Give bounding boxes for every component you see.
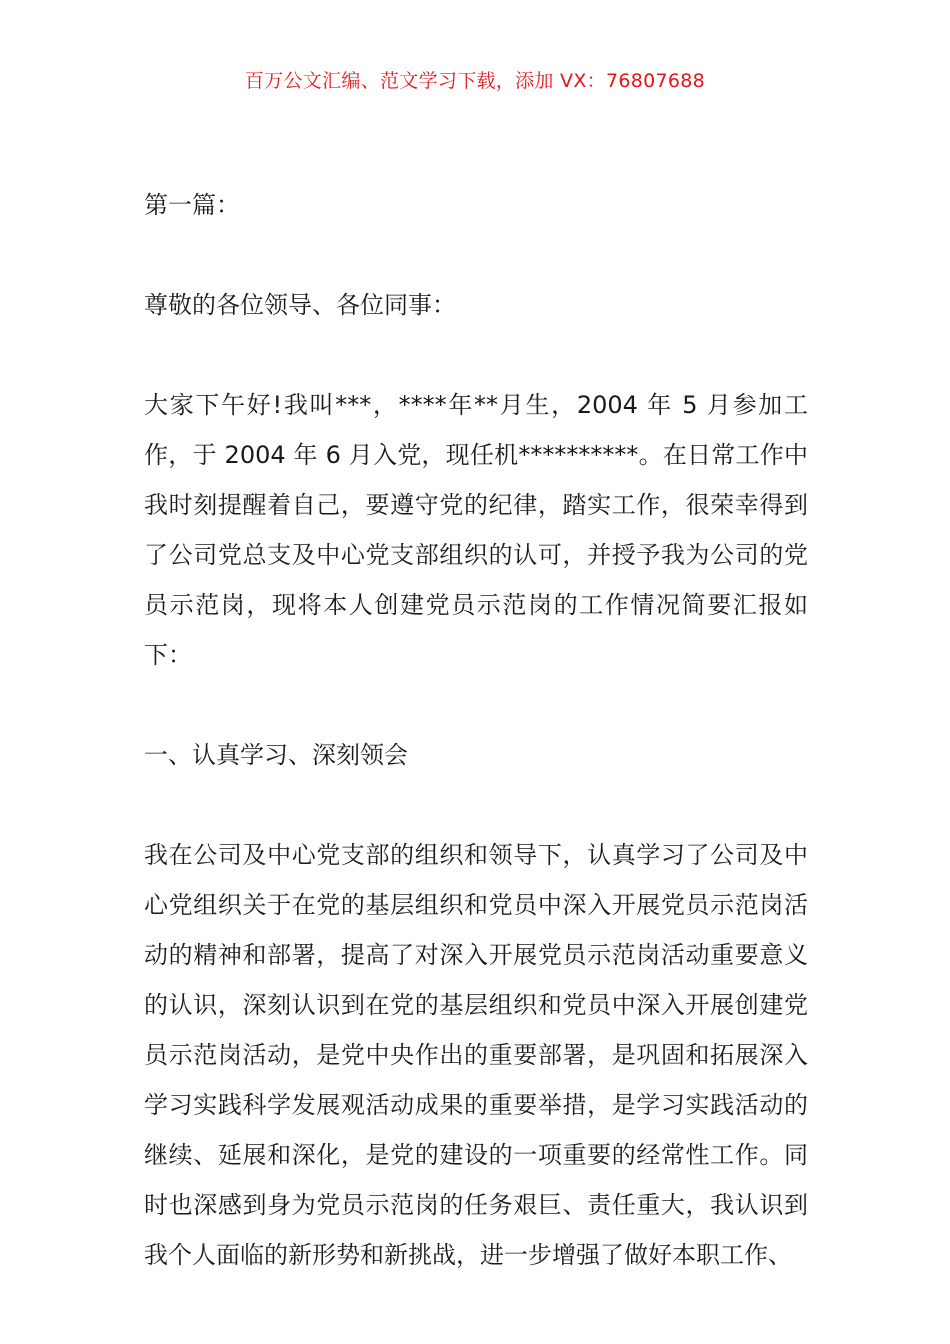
watermark-header: 百万公文汇编、范文学习下载，添加 VX：76807688 bbox=[244, 70, 706, 92]
document-body bbox=[144, 180, 808, 1280]
section-heading: 第一篇： bbox=[144, 191, 240, 219]
salutation: 尊敬的各位领导、各位同事： bbox=[144, 291, 456, 319]
body-paragraph: 我在公司及中心党支部的组织和领导下，认真学习了公司及中心党组织关于在党的基层组织和党员中深入开展党员示范岗活动的精神和部署，提高了对深入开展党员示范岗活动重要意义的认识，深刻认识到在党的基层组织和党员中深入开展创建党员示范岗活动，是党中央作出的重要部署，是巩固和拓展深入学习实践科学发展观活动成果的重要举措，是学习实践活动的继续、延展和深化，是党的建设的一项重要的经常性工作。同时也深感到身为党员示范岗的任务艰巨、责任重大，我认识到我个人面临的新形势和新挑战，进一步增强了做好本职工作、 bbox=[144, 841, 808, 1269]
subsection-heading: 一、认真学习、深刻领会 bbox=[144, 741, 408, 769]
intro-paragraph: 大家下午好!我叫***，****年**月生，2004 年 5 月参加工作，于 2004 年 6 月入党，现任机**********。在日常工作中我时刻提醒着自己，要遵守党的纪律，踏实工作，很荣幸得到了公司党总支及中心党支部组织的认可，并授予我为公司的党员示范岗，现将本人创建党员示范岗的工作情况简要汇报如下： bbox=[144, 391, 808, 669]
